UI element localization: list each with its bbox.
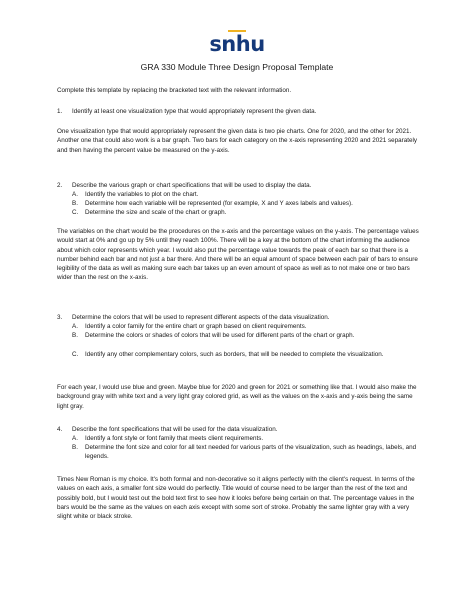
q3-prompt: Determine the colors that will be used to represent different aspects of the data visualization.: [72, 314, 330, 321]
q2-answer: The variables on the chart would be the procedures on the x-axis and the percentage values on the y-axis. The percentage values would start at 0% and go up by 5% until they reach 100%. There will be a key at the bottom of the chart informing the audience about which color represents which year. I would also put the percentage value towards the peak of each bar so that there is a number behind each bar and not just a bar there. And there will be an equal amount of space between each pair of bars to ensure legibility of the data as well as making sure each bar takes up an even amount of space as well as to not make one or two bars wider than the rest on the x-axis.: [57, 228, 419, 282]
q2-sub-b: Determine how each variable will be represented (for example, X and Y axes labels and values).: [85, 200, 353, 207]
q2-prompt: Describe the various graph or chart specifications that will be used to display the data.: [72, 182, 312, 189]
q4-answer: Times New Roman is my choice. It's both formal and non-decorative so it aligns perfectly with the client's request. In terms of the values on each axis, a smaller font size would do perfectly. Title would of course need to be larger than the rest of the text and possibly bold, but I would test out the bold text first to see how it looks before being certain on that. The percentage values in the bars would be the same as the values on each axis except with some sort of stroke. Probably the same lighter gray with a very slight white or black stroke.: [57, 476, 415, 521]
q3-sub-b-letter: B.: [72, 332, 78, 339]
q2-sub-c-letter: C.: [72, 209, 79, 216]
q2-sub-a: Identify the variables to plot on the chart.: [85, 191, 199, 198]
q2-sub-a-letter: A.: [72, 191, 78, 198]
q3-sub-c: Identify any other complementary colors, such as borders, that will be needed to complete the visualization.: [85, 351, 384, 358]
q4-sub-b: Determine the font size and color for all text needed for various parts of the visualization, such as headings, labels, and legends.: [85, 444, 417, 461]
document-title: GRA 330 Module Three Design Proposal Template: [140, 62, 334, 72]
q2-number: 2.: [57, 182, 63, 189]
q2-sub-b-letter: B.: [72, 200, 78, 207]
q4-sub-a-letter: A.: [72, 435, 78, 442]
q1-prompt: Identify at least one visualization type that would appropriately represent the given data.: [72, 108, 317, 115]
q3-sub-a-letter: A.: [72, 323, 78, 330]
q3-sub-b: Determine the colors or shades of colors that will be used for different parts of the chart or graph.: [85, 332, 355, 339]
q3-answer: For each year, I would use blue and green. Maybe blue for 2020 and green for 2021 or something like that. I would also make the background gray with white text and a very light gray colored grid, as well as the values on the x-axis and y-axis being the same light gray.: [57, 384, 417, 410]
q2-sub-c: Determine the size and scale of the chart or graph.: [85, 209, 227, 216]
q4-sub-a: Identify a font style or font family that meets client requirements.: [85, 435, 264, 442]
q4-sub-b-letter: B.: [72, 444, 78, 451]
q1-number: 1.: [57, 108, 63, 115]
q4-number: 4.: [57, 426, 63, 433]
q3-sub-c-letter: C.: [72, 351, 79, 358]
q1-answer: One visualization type that would appropriately represent the given data is two pie charts. One for 2020, and the other for 2021. Another one that could also work is a bar graph. Two bars for each category on the x-axis representing 2020 and 2021 separately and then having the percent value be measured on the y-axis.: [57, 128, 418, 154]
snhu-logo: snhu: [209, 32, 265, 56]
intro-text: Complete this template by replacing the bracketed text with the relevant information.: [57, 87, 292, 94]
q3-number: 3.: [57, 314, 63, 321]
q3-sub-a: Identify a color family for the entire chart or graph based on client requirements.: [85, 323, 307, 330]
q4-prompt: Describe the font specifications that will be used for the data visualization.: [72, 426, 278, 433]
